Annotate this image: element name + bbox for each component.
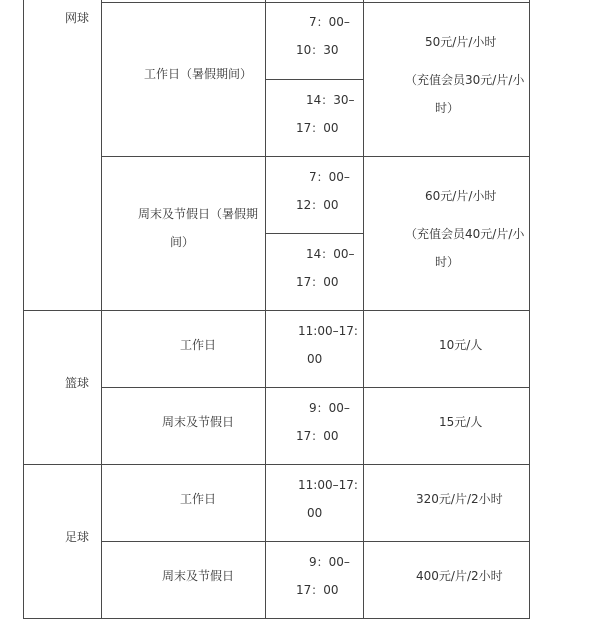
- day-label-football-weekday: 工作日: [180, 492, 217, 506]
- day-label-basketball-weekend: 周末及节假日: [162, 415, 235, 429]
- time-tennis-weekday-slot2-end: 17：00: [296, 121, 339, 135]
- day-label-tennis-weekend-cont: 间）: [170, 235, 195, 249]
- sport-label-tennis: 网球: [65, 11, 90, 25]
- time-tennis-weekend-slot2-end: 17：00: [296, 275, 339, 289]
- price-tennis-weekday-member: （充值会员30元/片/小: [405, 73, 525, 87]
- price-basketball-weekend: 15元/人: [439, 415, 483, 429]
- sport-label-football: 足球: [65, 530, 90, 544]
- time-football-weekday-end: 00: [307, 506, 323, 520]
- price-tennis-weekend-member-end: 时）: [435, 255, 460, 269]
- time-tennis-weekday-slot1-end: 10：30: [296, 43, 339, 57]
- price-tennis-weekend-member: （充值会员40元/片/小: [405, 227, 525, 241]
- tennis-weekday-bottom: [101, 156, 530, 157]
- time-football-weekend-end: 17：00: [296, 583, 339, 597]
- time-tennis-weekend-slot1-end: 12：00: [296, 198, 339, 212]
- table-bottom-edge: [23, 618, 530, 619]
- price-tennis-weekend-main: 60元/片/小时: [425, 189, 497, 203]
- time-tennis-weekend-slot2-start: 14：00–: [306, 247, 355, 261]
- price-tennis-weekday-member-end: 时）: [435, 101, 460, 115]
- time-tennis-weekday-slot1-start: 7：00–: [309, 15, 350, 29]
- time-basketball-weekday-end: 00: [307, 352, 323, 366]
- day-label-football-weekend: 周末及节假日: [162, 569, 235, 583]
- time-basketball-weekend-start: 9：00–: [309, 401, 350, 415]
- day-label-tennis-weekday: 工作日（暑假期间）: [144, 67, 253, 81]
- time-tennis-weekday-slot2-start: 14：30–: [306, 93, 355, 107]
- basketball-row-divider: [101, 387, 530, 388]
- price-football-weekday: 320元/片/2小时: [416, 492, 503, 506]
- time-football-weekend-start: 9：00–: [309, 555, 350, 569]
- basketball-bottom: [23, 464, 530, 465]
- price-tennis-weekday-main: 50元/片/小时: [425, 35, 497, 49]
- tennis-weekend-slot-divider: [265, 233, 364, 234]
- tennis-slot1-divider: [265, 79, 364, 80]
- price-basketball-weekday: 10元/人: [439, 338, 483, 352]
- day-label-basketball-weekday: 工作日: [180, 338, 217, 352]
- time-football-weekday-start: 11:00–17:: [298, 478, 358, 492]
- sport-label-basketball: 篮球: [65, 376, 90, 390]
- table-top-edge: [101, 2, 530, 3]
- time-basketball-weekday-start: 11:00–17:: [298, 324, 358, 338]
- day-label-tennis-weekend: 周末及节假日（暑假期: [138, 207, 259, 221]
- time-tennis-weekend-slot1-start: 7：00–: [309, 170, 350, 184]
- time-basketball-weekend-end: 17：00: [296, 429, 339, 443]
- football-row-divider: [101, 541, 530, 542]
- tennis-bottom: [23, 310, 530, 311]
- price-football-weekend: 400元/片/2小时: [416, 569, 503, 583]
